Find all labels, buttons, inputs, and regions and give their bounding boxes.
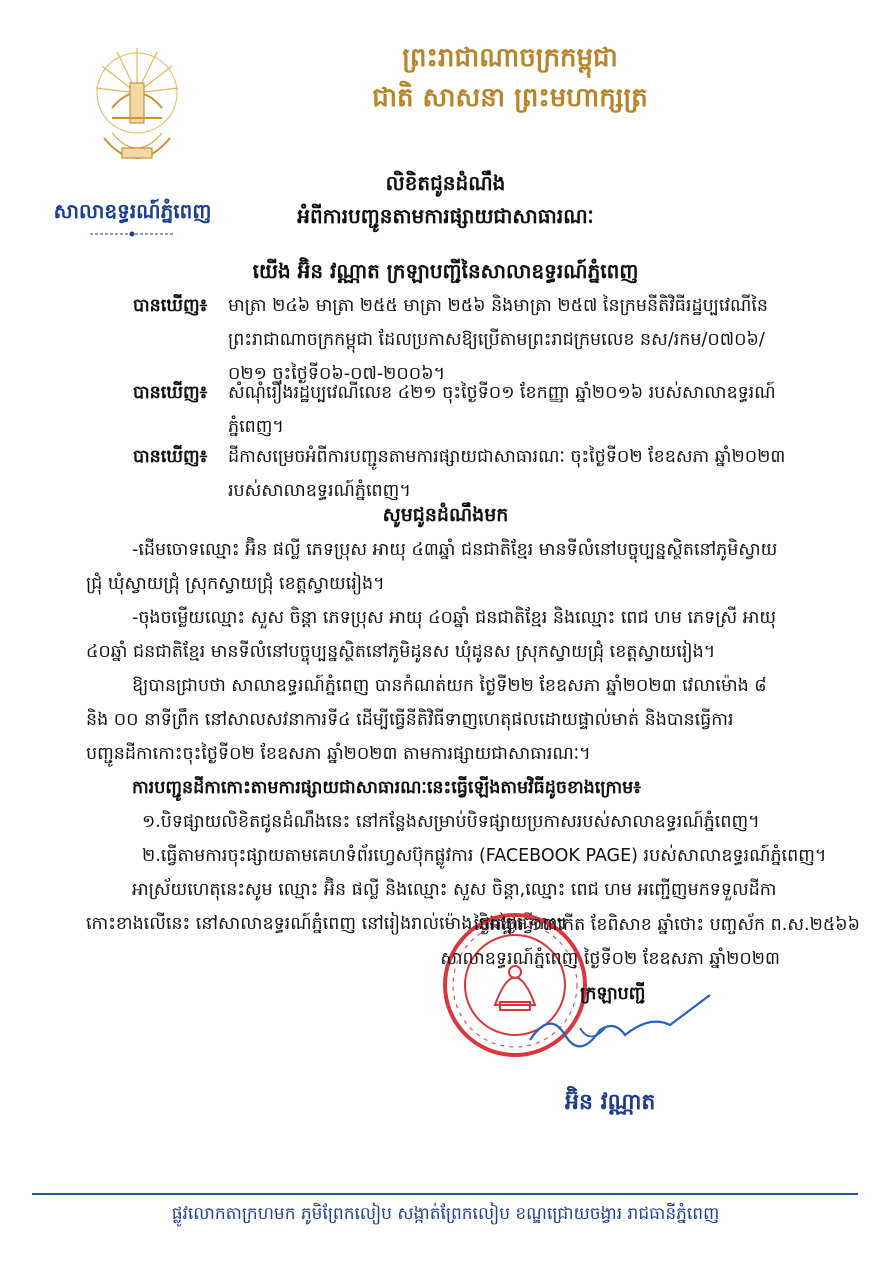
consideration-text: ព្រះរាជាណាចក្រកម្ពុជា ដែលប្រកាសឱ្យប្រើតាមព្រះរាជក្រមលេខ នស/រកម/០៧០៦/ [228,330,765,350]
notice-subtitle: អំពីការបញ្ជូនតាមការផ្សាយជាសាធារណៈ [297,204,594,228]
signer-title: ក្រឡាបញ្ជី [580,984,646,1004]
method-heading: ការបញ្ជូនដីកាកោះតាមការផ្សាយជាសាធារណៈនេះធ្វើឡើងតាមវិធីដូចខាងក្រោម៖ [132,778,641,798]
plaintiff-line: -ដើមចោទឈ្មោះ អ៊ិន ផល្លី ភេទប្រុស អាយុ ៤៣ឆ្នាំ ជនជាតិខ្មែរ មានទីលំនៅបច្ចុប្បន្នស្ថិតនៅភូមិស្វាយ [132,540,778,560]
consideration-label: បានឃើញ៖ [133,296,208,316]
consideration-3 [133,440,833,508]
footer-divider [32,1193,858,1195]
court-name: សាលាឧទ្ធរណ៍ភ្នំពេញ [53,199,212,223]
kingdom-title: ព្រះរាជាណាចក្រកម្ពុជា [402,43,618,73]
handwritten-signature [520,990,720,1060]
method-item: ២.ធ្វើតាមការចុះផ្សាយតាមគេហទំព័រហ្វេសប៊ុកផ្លូវការ (FACEBOOK PAGE) របស់សាលាឧទ្ធរណ៍ភ្នំពេញ។ [142,846,827,866]
footer-address: ផ្លូវលោកតាក្រហមក ភូមិព្រែកលៀប សង្កាត់ព្រែកលៀប ខណ្ឌជ្រោយចង្វារ រាជធានីភ្នំពេញ [171,1204,720,1224]
consideration-label: បានឃើញ៖ [133,447,208,467]
consideration-text: សំណុំរឿងរដ្ឋប្បវេណីលេខ ៤២១ ចុះថ្ងៃទី០១ ខែកញ្ញា ឆ្នាំ២០១៦ របស់សាលាឧទ្ធរណ៍ [228,383,776,403]
kingdom-heading [330,38,690,118]
consideration-text: ០២១ ចុះថ្ងៃទី០៦-០៧-២០០៦។ [228,364,446,384]
signer-name: អ៊ិន វណ្ណាត [565,1090,656,1115]
court-emblem [82,38,192,188]
method-item: ១.បិទផ្សាយលិខិតជូនដំណឹងនេះ នៅកន្លែងសម្រាប់បិទផ្សាយប្រកាសរបស់សាលាឧទ្ធរណ៍ភ្នំពេញ។ [142,812,760,832]
consideration-2 [133,376,833,444]
consideration-text: របស់សាលាឧទ្ធរណ៍ភ្នំពេញ។ [228,481,411,501]
notice-title: លិខិតជូនដំណឹង [385,171,506,195]
hearing-line: និង ០០ នាទីព្រឹក នៅសាលសវនាការទី៤ ដើម្បីធ្វើនីតិវិធីទាញហេតុផលដោយផ្ទាល់មាត់ និងបានធ្វើការ [86,710,734,730]
lunar-date: ថ្ងៃអង្គារ ១៣កើត ខែពិសាខ ឆ្នាំថោះ បញ្ចស័ក ព.ស.២៥៦៦ [473,915,860,935]
summon-line: កោះខាងលើនេះ នៅសាលាឧទ្ធរណ៍ភ្នំពេញ នៅរៀងរាល់ម៉ោង និងថ្ងៃធ្វើការ។ [86,914,568,934]
hearing-line: បញ្ជូនដីកាកោះចុះថ្ងៃទី០២ ខែឧសភា ឆ្នាំ២០២៣ តាមការផ្សាយជាសាធារណៈ។ [86,744,591,764]
defendant-line: ៤០ឆ្នាំ ជនជាតិខ្មែរ មានទីលំនៅបច្ចុប្បន្នស្ថិតនៅភូមិដូនស ឃុំដូនស ស្រុកស្វាយជ្រុំ ខេត្តស្វាយរៀង។ [86,642,716,662]
consideration-text: ភ្នំពេញ។ [228,417,284,437]
consideration-label: បានឃើញ៖ [133,383,208,403]
consideration-text: ដីកាសម្រេចអំពីការបញ្ជូនតាមការផ្សាយជាសាធារណៈ ចុះថ្ងៃទី០២ ខែឧសភា ឆ្នាំ២០២៣ [228,447,786,467]
summon-line: អាស្រ័យហេតុនេះសូម ឈ្មោះ អ៊ិន ផល្លី និងឈ្មោះ សួស ចិន្តា,ឈ្មោះ ពេជ ហម អញ្ជើញមកទទួលដីកា [132,880,777,900]
gregorian-date: សាលាឧទ្ធរណ៍ភ្នំពេញ ថ្ងៃទី០២ ខែឧសភា ឆ្នាំ២០២៣ [440,949,780,969]
defendant-line: -ចុងចម្លើយឈ្មោះ សួស ចិន្តា ភេទប្រុស អាយុ ៤០ឆ្នាំ ជនជាតិខ្មែរ និងឈ្មោះ ពេជ ហម ភេទស្រី អាយុ [132,608,777,628]
authority-line: យើង អ៊ិន វណ្ណាត ក្រឡាបញ្ជីនៃសាលាឧទ្ធរណ៍ភ្នំពេញ [252,259,639,283]
body-text [86,533,856,941]
hearing-line: ឱ្យបានជ្រាបថា សាលាឧទ្ធរណ៍ភ្នំពេញ បានកំណត់យក ថ្ងៃទី២២ ខែឧសភា ឆ្នាំ២០២៣ វេលាម៉ោង ៨ [132,676,767,696]
notice-heading: សូមជូនដំណឹងមក [382,504,509,526]
consideration-text: មាត្រា ២៤៦ មាត្រា ២៥៥ មាត្រា ២៥៦ និងមាត្រា ២៥៧ នៃក្រមនីតិវិធីរដ្ឋប្បវេណីនៃ [228,296,769,316]
plaintiff-line: ជ្រុំ ឃុំស្វាយជ្រុំ ស្រុកស្វាយជ្រុំ ខេត្តស្វាយរៀង។ [86,574,385,594]
national-motto: ជាតិ សាសនា ព្រះមហាក្សត្រ [372,83,648,113]
